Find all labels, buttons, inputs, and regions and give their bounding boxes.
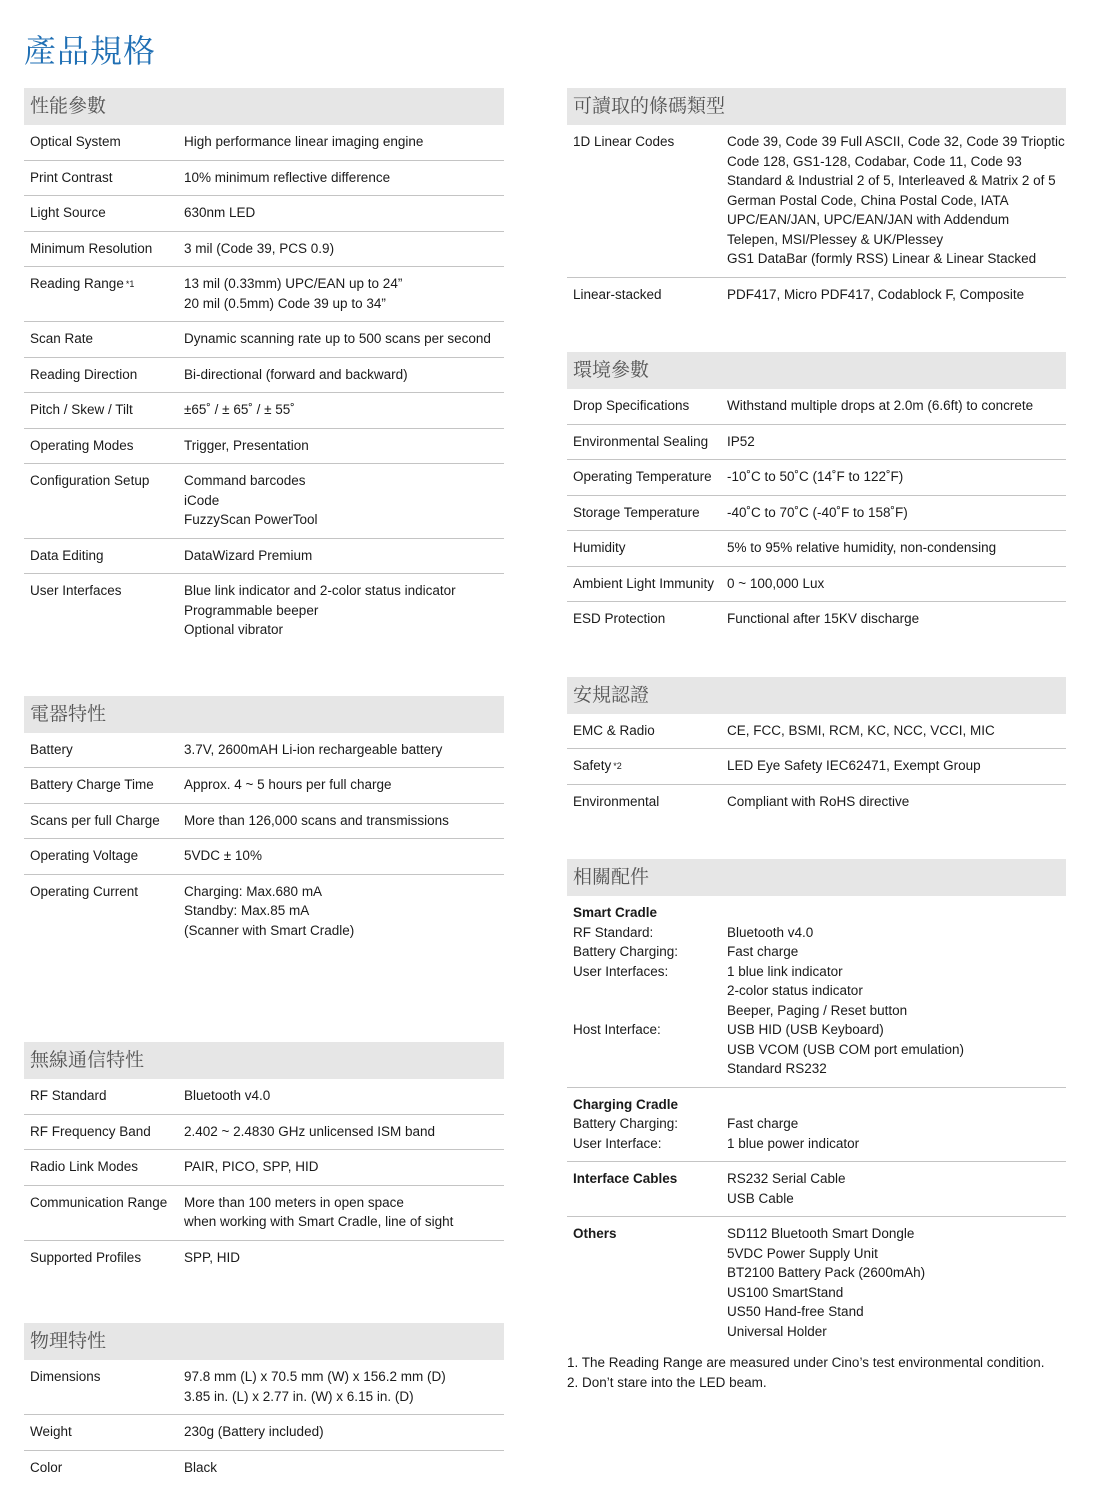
- left-0-section: [24, 88, 504, 648]
- accessory-value-line: US50 Hand-free Stand: [727, 1302, 1066, 1322]
- spec-label: [567, 574, 727, 594]
- accessory-value-line: Universal Holder: [727, 1322, 1066, 1342]
- spec-label: [567, 396, 727, 416]
- spec-label: [24, 168, 184, 188]
- spec-label: [567, 721, 727, 741]
- spec-table: [24, 1079, 504, 1275]
- spec-value-line: 5% to 95% relative humidity, non-condensing: [727, 538, 1066, 558]
- spec-label-text: Battery Charge Time: [30, 777, 154, 792]
- spec-value: [184, 239, 504, 259]
- accessory-title-text: Smart Cradle: [573, 903, 1066, 923]
- spec-label-text: Radio Link Modes: [30, 1159, 138, 1174]
- spec-value-line: LED Eye Safety IEC62471, Exempt Group: [727, 756, 1066, 776]
- spec-table: [24, 1360, 504, 1485]
- spec-value-line: PAIR, PICO, SPP, HID: [184, 1157, 504, 1177]
- spec-row: [24, 1150, 504, 1186]
- spec-value-line: Withstand multiple drops at 2.0m (6.6ft) to concrete: [727, 396, 1066, 416]
- spec-label: [24, 775, 184, 795]
- accessory-value: [727, 1169, 1066, 1208]
- footnote-mark: *2: [613, 761, 622, 771]
- spec-row: [24, 196, 504, 232]
- spec-row: [24, 429, 504, 465]
- spec-label-text: Scan Rate: [30, 331, 93, 346]
- spec-label-text: Storage Temperature: [573, 505, 700, 520]
- spec-value-line: Code 128, GS1-128, Codabar, Code 11, Code 93: [727, 152, 1066, 172]
- accessory-title: [567, 903, 1066, 923]
- spec-row: [24, 1115, 504, 1151]
- spec-row: [567, 749, 1066, 785]
- spec-label-text: Safety: [573, 758, 611, 773]
- accessory-title: [567, 1224, 727, 1341]
- spec-row: [24, 267, 504, 322]
- spec-value-line: Black: [184, 1458, 504, 1478]
- spec-value-line: Programmable beeper: [184, 601, 504, 621]
- spec-table: [567, 714, 1066, 820]
- accessory-value-line: 1 blue link indicator: [727, 962, 1066, 982]
- spec-row: [24, 232, 504, 268]
- spec-value: [184, 329, 504, 349]
- spec-label-text: Operating Current: [30, 884, 138, 899]
- spec-value: [184, 168, 504, 188]
- spec-label: [567, 756, 727, 776]
- spec-row: [567, 425, 1066, 461]
- spec-value: [184, 740, 504, 760]
- spec-label-text: Print Contrast: [30, 170, 113, 185]
- spec-value: [727, 609, 1066, 629]
- spec-label-text: Color: [30, 1460, 62, 1475]
- spec-label: [24, 1157, 184, 1177]
- spec-value-line: Functional after 15KV discharge: [727, 609, 1066, 629]
- spec-label-text: Weight: [30, 1424, 72, 1439]
- spec-label-text: Configuration Setup: [30, 473, 149, 488]
- spec-value: [184, 400, 504, 420]
- spec-value: [727, 432, 1066, 452]
- spec-value-line: 0 ~ 100,000 Lux: [727, 574, 1066, 594]
- spec-label: [24, 274, 184, 313]
- spec-label: [24, 203, 184, 223]
- spec-row: [24, 161, 504, 197]
- spec-row: [567, 389, 1066, 425]
- spec-label-text: Operating Temperature: [573, 469, 712, 484]
- spec-label: [24, 471, 184, 530]
- accessory-value-line: 2-color status indicator: [727, 981, 1066, 1001]
- section-header: 相關配件: [567, 859, 1066, 896]
- spec-label-text: Drop Specifications: [573, 398, 689, 413]
- spec-value-line: 13 mil (0.33mm) UPC/EAN up to 24”: [184, 274, 504, 294]
- spec-row: [24, 1186, 504, 1241]
- spec-row: [24, 804, 504, 840]
- spec-label: [24, 1122, 184, 1142]
- spec-row: [567, 278, 1066, 313]
- spec-value: [727, 574, 1066, 594]
- spec-row: [24, 574, 504, 648]
- accessory-row: [567, 1020, 1066, 1079]
- spec-value: [184, 365, 504, 385]
- accessory-title-text: Charging Cradle: [573, 1095, 1066, 1115]
- spec-label-text: EMC & Radio: [573, 723, 655, 738]
- spec-table: [567, 125, 1066, 312]
- spec-label-text: Scans per full Charge: [30, 813, 160, 828]
- accessory-label: Host Interface:: [567, 1020, 727, 1079]
- accessory-group: [567, 1088, 1066, 1163]
- spec-value-line: GS1 DataBar (formly RSS) Linear & Linear Stacked: [727, 249, 1066, 269]
- spec-value: [184, 1458, 504, 1478]
- spec-label: [567, 538, 727, 558]
- spec-label-text: Ambient Light Immunity: [573, 576, 714, 591]
- left-2-section: [24, 1042, 504, 1275]
- spec-value: [184, 1248, 504, 1268]
- accessory-label: User Interfaces:: [567, 962, 727, 1021]
- accessory-value: [727, 923, 1066, 943]
- spec-value: [184, 1367, 504, 1406]
- spec-row: [24, 768, 504, 804]
- accessory-title: [567, 1095, 1066, 1115]
- spec-value-line: 3 mil (Code 39, PCS 0.9): [184, 239, 504, 259]
- spec-row: [567, 602, 1066, 637]
- footnote-mark: *1: [126, 279, 135, 289]
- spec-row: [24, 1360, 504, 1415]
- accessory-label: Battery Charging:: [567, 1114, 727, 1134]
- spec-label: [24, 546, 184, 566]
- spec-row: [567, 785, 1066, 820]
- spec-label-text: Pitch / Skew / Tilt: [30, 402, 133, 417]
- spec-value-line: 2.402 ~ 2.4830 GHz unlicensed ISM band: [184, 1122, 504, 1142]
- spec-label: [24, 365, 184, 385]
- spec-label-text: Reading Range: [30, 276, 124, 291]
- left-column: [24, 88, 504, 1485]
- spec-value-line: 3.85 in. (L) x 2.77 in. (W) x 6.15 in. (D): [184, 1387, 504, 1407]
- accessory-value-line: US100 SmartStand: [727, 1283, 1066, 1303]
- spec-label-text: Reading Direction: [30, 367, 137, 382]
- spec-value: [184, 1086, 504, 1106]
- accessory-value-line: Bluetooth v4.0: [727, 923, 1066, 943]
- spec-row: [24, 539, 504, 575]
- accessory-value: [727, 1114, 1066, 1134]
- spec-value: [184, 1422, 504, 1442]
- spec-value: [184, 1122, 504, 1142]
- accessory-value-line: Fast charge: [727, 942, 1066, 962]
- footnotes: [567, 1353, 1045, 1392]
- spec-value-line: High performance linear imaging engine: [184, 132, 504, 152]
- accessory-value-line: 5VDC Power Supply Unit: [727, 1244, 1066, 1264]
- section-header: 電器特性: [24, 696, 504, 733]
- accessory-value: [727, 1224, 1066, 1341]
- spec-label-text: RF Frequency Band: [30, 1124, 151, 1139]
- accessory-row: [567, 1224, 1066, 1341]
- spec-row: [567, 496, 1066, 532]
- spec-label: [24, 1367, 184, 1406]
- footnote-line: 2. Don’t stare into the LED beam.: [567, 1373, 1045, 1393]
- spec-label-text: 1D Linear Codes: [573, 134, 674, 149]
- spec-label: [567, 792, 727, 812]
- spec-value: [184, 882, 504, 941]
- accessory-value: [727, 962, 1066, 1021]
- spec-value-line: 3.7V, 2600mAH Li-ion rechargeable battery: [184, 740, 504, 760]
- spec-value: [184, 436, 504, 456]
- spec-label-text: Light Source: [30, 205, 106, 220]
- spec-value: [727, 721, 1066, 741]
- accessory-value-line: Standard RS232: [727, 1059, 1066, 1079]
- left-1-section: [24, 696, 504, 949]
- spec-value-line: -10˚C to 50˚C (14˚F to 122˚F): [727, 467, 1066, 487]
- spec-value-line: Bluetooth v4.0: [184, 1086, 504, 1106]
- accessory-group: [567, 1217, 1066, 1349]
- accessory-value-line: BT2100 Battery Pack (2600mAh): [727, 1263, 1066, 1283]
- spec-value: [184, 581, 504, 640]
- section-header: 性能參數: [24, 88, 504, 125]
- spec-value-line: More than 126,000 scans and transmissions: [184, 811, 504, 831]
- spec-table: [24, 125, 504, 648]
- spec-value-line: Blue link indicator and 2-color status indicator: [184, 581, 504, 601]
- spec-row: [567, 567, 1066, 603]
- accessory-row: [567, 1134, 1066, 1154]
- spec-value-line: 230g (Battery included): [184, 1422, 504, 1442]
- spec-value: [184, 546, 504, 566]
- accessory-title-text: Others: [573, 1224, 727, 1244]
- spec-value-line: German Postal Code, China Postal Code, IATA: [727, 191, 1066, 211]
- spec-row: [24, 125, 504, 161]
- spec-value-line: (Scanner with Smart Cradle): [184, 921, 504, 941]
- spec-row: [24, 1079, 504, 1115]
- spec-value: [184, 775, 504, 795]
- accessory-row: [567, 923, 1066, 943]
- accessory-row: [567, 962, 1066, 1021]
- spec-value-line: Code 39, Code 39 Full ASCII, Code 32, Code 39 Trioptic: [727, 132, 1066, 152]
- spec-label: [24, 740, 184, 760]
- spec-value-line: 630nm LED: [184, 203, 504, 223]
- spec-value: [184, 1157, 504, 1177]
- spec-value: [727, 756, 1066, 776]
- spec-label: [24, 1248, 184, 1268]
- accessory-value-line: 1 blue power indicator: [727, 1134, 1066, 1154]
- spec-row: [24, 1451, 504, 1485]
- spec-value-line: when working with Smart Cradle, line of sight: [184, 1212, 504, 1232]
- spec-label: [24, 1422, 184, 1442]
- spec-row: [567, 531, 1066, 567]
- accessory-row: [567, 942, 1066, 962]
- page-title: 產品規格: [24, 26, 156, 72]
- footnote-line: 1. The Reading Range are measured under Cino’s test environmental condition.: [567, 1353, 1045, 1373]
- spec-label-text: Minimum Resolution: [30, 241, 152, 256]
- spec-value: [727, 792, 1066, 812]
- spec-value-line: CE, FCC, BSMI, RCM, KC, NCC, VCCI, MIC: [727, 721, 1066, 741]
- spec-label-text: Linear-stacked: [573, 287, 662, 302]
- spec-value-line: DataWizard Premium: [184, 546, 504, 566]
- spec-label-text: Communication Range: [30, 1195, 167, 1210]
- spec-value: [727, 285, 1066, 305]
- spec-row: [24, 358, 504, 394]
- spec-value-line: 10% minimum reflective difference: [184, 168, 504, 188]
- spec-label: [24, 436, 184, 456]
- accessories-section: [567, 859, 1066, 1349]
- spec-value-line: -40˚C to 70˚C (-40˚F to 158˚F): [727, 503, 1066, 523]
- spec-row: [567, 125, 1066, 278]
- accessory-label: User Interface:: [567, 1134, 727, 1154]
- spec-value-line: Trigger, Presentation: [184, 436, 504, 456]
- spec-row: [24, 839, 504, 875]
- spec-row: [24, 322, 504, 358]
- spec-row: [24, 733, 504, 769]
- spec-value-line: Standby: Max.85 mA: [184, 901, 504, 921]
- spec-value-line: Command barcodes: [184, 471, 504, 491]
- spec-value: [184, 846, 504, 866]
- spec-label-text: Operating Voltage: [30, 848, 138, 863]
- accessory-label: RF Standard:: [567, 923, 727, 943]
- spec-label-text: Supported Profiles: [30, 1250, 141, 1265]
- spec-value-line: 20 mil (0.5mm) Code 39 up to 34”: [184, 294, 504, 314]
- accessory-value-line: SD112 Bluetooth Smart Dongle: [727, 1224, 1066, 1244]
- spec-value-line: Compliant with RoHS directive: [727, 792, 1066, 812]
- accessory-group: [567, 896, 1066, 1088]
- right-1-section: [567, 352, 1066, 637]
- spec-label-text: Operating Modes: [30, 438, 134, 453]
- accessory-value-line: Beeper, Paging / Reset button: [727, 1001, 1066, 1021]
- spec-label: [567, 132, 727, 269]
- accessory-value-line: USB VCOM (USB COM port emulation): [727, 1040, 1066, 1060]
- right-0-section: [567, 88, 1066, 312]
- accessory-value-line: USB HID (USB Keyboard): [727, 1020, 1066, 1040]
- spec-value: [184, 811, 504, 831]
- spec-row: [24, 1415, 504, 1451]
- spec-value: [727, 503, 1066, 523]
- section-header: 可讀取的條碼類型: [567, 88, 1066, 125]
- right-2-section: [567, 677, 1066, 820]
- spec-label-text: User Interfaces: [30, 583, 122, 598]
- spec-label: [567, 467, 727, 487]
- section-header: 安規認證: [567, 677, 1066, 714]
- accessory-value-line: Fast charge: [727, 1114, 1066, 1134]
- accessory-row: [567, 1114, 1066, 1134]
- spec-label-text: Battery: [30, 742, 73, 757]
- spec-label: [567, 609, 727, 629]
- spec-value: [727, 538, 1066, 558]
- accessory-value-line: USB Cable: [727, 1189, 1066, 1209]
- spec-label: [24, 400, 184, 420]
- spec-value-line: 5VDC ± 10%: [184, 846, 504, 866]
- spec-value-line: SPP, HID: [184, 1248, 504, 1268]
- left-3-section: [24, 1323, 504, 1485]
- spec-value: [727, 132, 1066, 269]
- section-header: 無線通信特性: [24, 1042, 504, 1079]
- accessory-value: [727, 942, 1066, 962]
- accessory-title-text: Interface Cables: [573, 1169, 727, 1189]
- spec-label: [567, 432, 727, 452]
- spec-value-line: More than 100 meters in open space: [184, 1193, 504, 1213]
- spec-value: [184, 471, 504, 530]
- spec-value: [184, 1193, 504, 1232]
- spec-label: [24, 329, 184, 349]
- spec-value-line: UPC/EAN/JAN, UPC/EAN/JAN with Addendum: [727, 210, 1066, 230]
- section-header: 物理特性: [24, 1323, 504, 1360]
- accessory-value-line: RS232 Serial Cable: [727, 1169, 1066, 1189]
- spec-label: [24, 1086, 184, 1106]
- spec-value-line: Telepen, MSI/Plessey & UK/Plessey: [727, 230, 1066, 250]
- spec-label-text: Environmental Sealing: [573, 434, 708, 449]
- accessory-value: [727, 1020, 1066, 1079]
- spec-value-line: FuzzyScan PowerTool: [184, 510, 504, 530]
- spec-label: [24, 581, 184, 640]
- spec-row: [24, 875, 504, 949]
- spec-value-line: Standard & Industrial 2 of 5, Interleaved & Matrix 2 of 5: [727, 171, 1066, 191]
- spec-value-line: ±65˚ / ± 65˚ / ± 55˚: [184, 400, 504, 420]
- accessory-label: Battery Charging:: [567, 942, 727, 962]
- right-column: [567, 88, 1066, 1349]
- accessory-title: [567, 1169, 727, 1208]
- spec-value-line: IP52: [727, 432, 1066, 452]
- spec-value-line: Dynamic scanning rate up to 500 scans per second: [184, 329, 504, 349]
- spec-value-line: 97.8 mm (L) x 70.5 mm (W) x 156.2 mm (D): [184, 1367, 504, 1387]
- spec-value-line: Charging: Max.680 mA: [184, 882, 504, 902]
- spec-row: [24, 393, 504, 429]
- spec-label: [24, 239, 184, 259]
- spec-label-text: Optical System: [30, 134, 121, 149]
- spec-value-line: PDF417, Micro PDF417, Codablock F, Composite: [727, 285, 1066, 305]
- spec-label-text: Environmental: [573, 794, 659, 809]
- spec-value: [184, 274, 504, 313]
- spec-label-text: Humidity: [573, 540, 626, 555]
- spec-row: [567, 460, 1066, 496]
- spec-value: [184, 203, 504, 223]
- spec-label: [24, 132, 184, 152]
- accessory-title-row: [567, 1095, 1066, 1115]
- spec-label: [24, 882, 184, 941]
- spec-table: [567, 389, 1066, 637]
- spec-table: [24, 733, 504, 949]
- spec-value-line: Approx. 4 ~ 5 hours per full charge: [184, 775, 504, 795]
- accessory-group: [567, 1162, 1066, 1217]
- spec-label: [24, 1458, 184, 1478]
- spec-label-text: Dimensions: [30, 1369, 101, 1384]
- section-header: 環境參數: [567, 352, 1066, 389]
- spec-label: [567, 285, 727, 305]
- spec-row: [567, 714, 1066, 750]
- spec-label: [24, 811, 184, 831]
- spec-row: [24, 1241, 504, 1276]
- spec-label: [567, 503, 727, 523]
- spec-value: [184, 132, 504, 152]
- spec-value-line: Optional vibrator: [184, 620, 504, 640]
- accessory-row: [567, 1169, 1066, 1208]
- accessory-value: [727, 1134, 1066, 1154]
- spec-label-text: ESD Protection: [573, 611, 665, 626]
- spec-value-line: iCode: [184, 491, 504, 511]
- spec-value: [727, 467, 1066, 487]
- spec-label: [24, 846, 184, 866]
- accessory-title-row: [567, 903, 1066, 923]
- spec-row: [24, 464, 504, 539]
- spec-label: [24, 1193, 184, 1232]
- spec-value-line: Bi-directional (forward and backward): [184, 365, 504, 385]
- spec-label-text: RF Standard: [30, 1088, 107, 1103]
- spec-value: [727, 396, 1066, 416]
- spec-label-text: Data Editing: [30, 548, 104, 563]
